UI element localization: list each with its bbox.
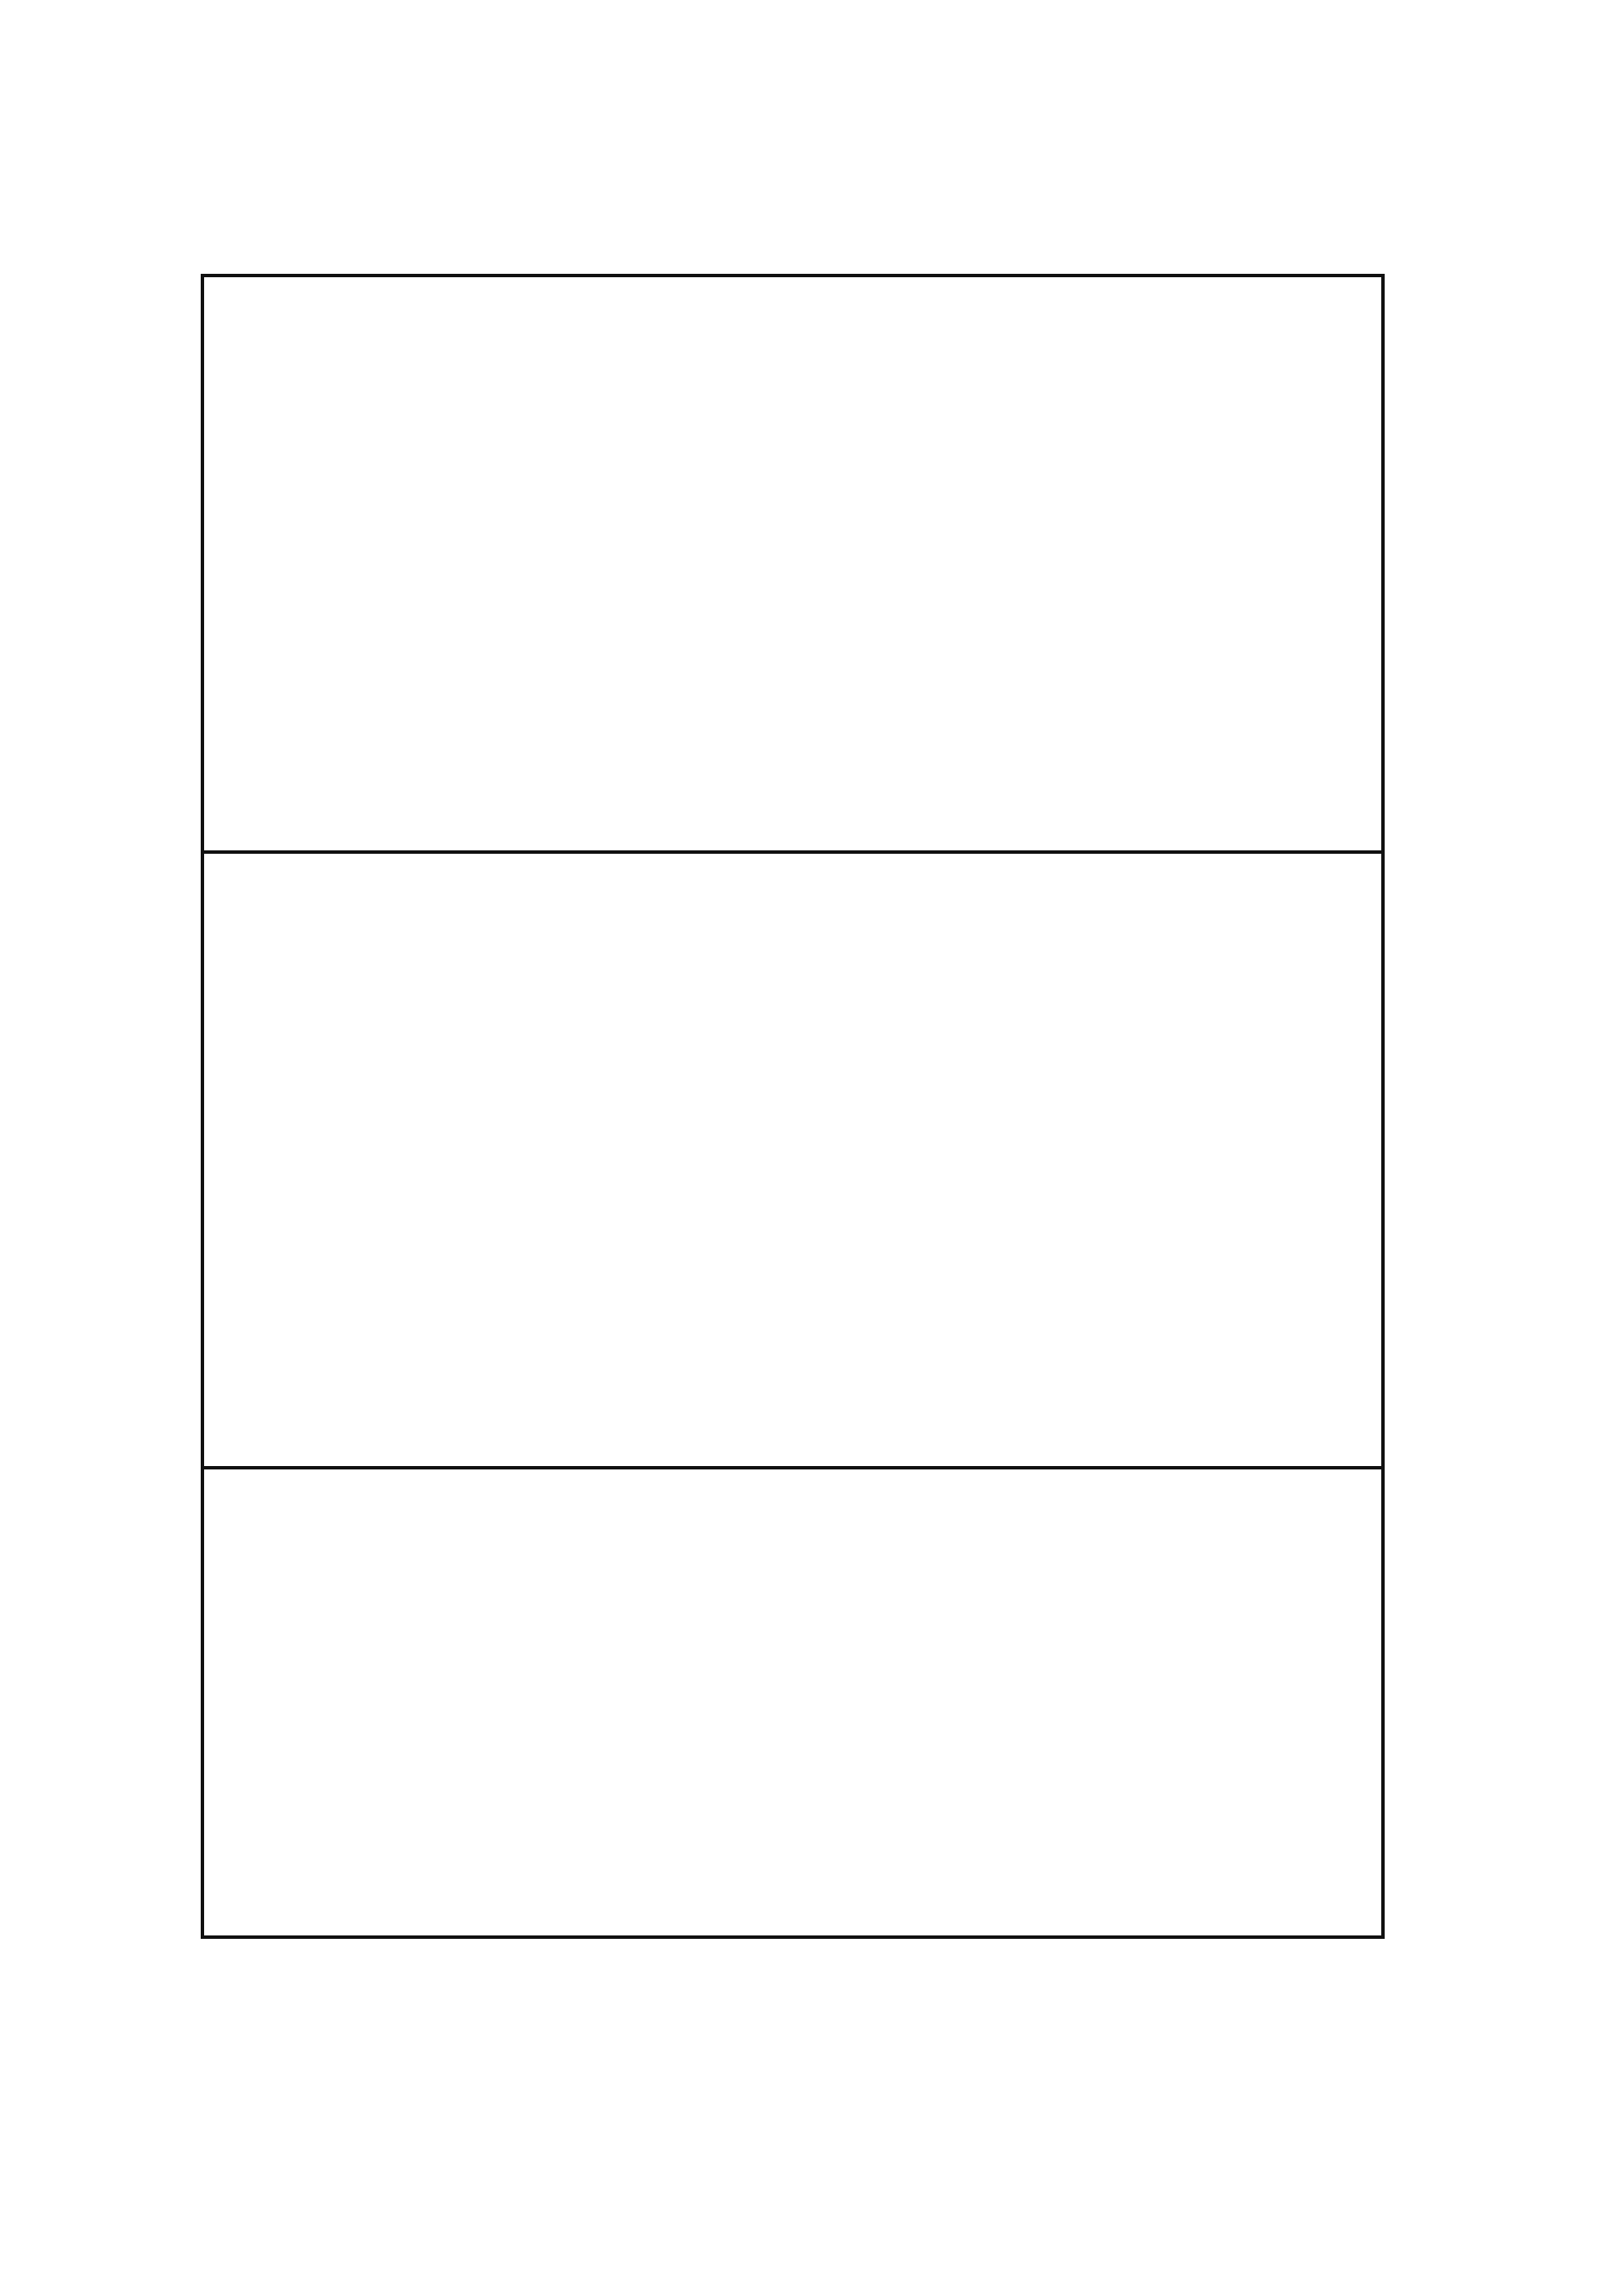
top-section <box>213 286 1373 847</box>
bottom-section <box>213 1475 1373 1934</box>
section-divider-bottom <box>201 1466 1385 1469</box>
middle-section <box>213 859 1373 1463</box>
section-divider-top <box>201 850 1385 854</box>
